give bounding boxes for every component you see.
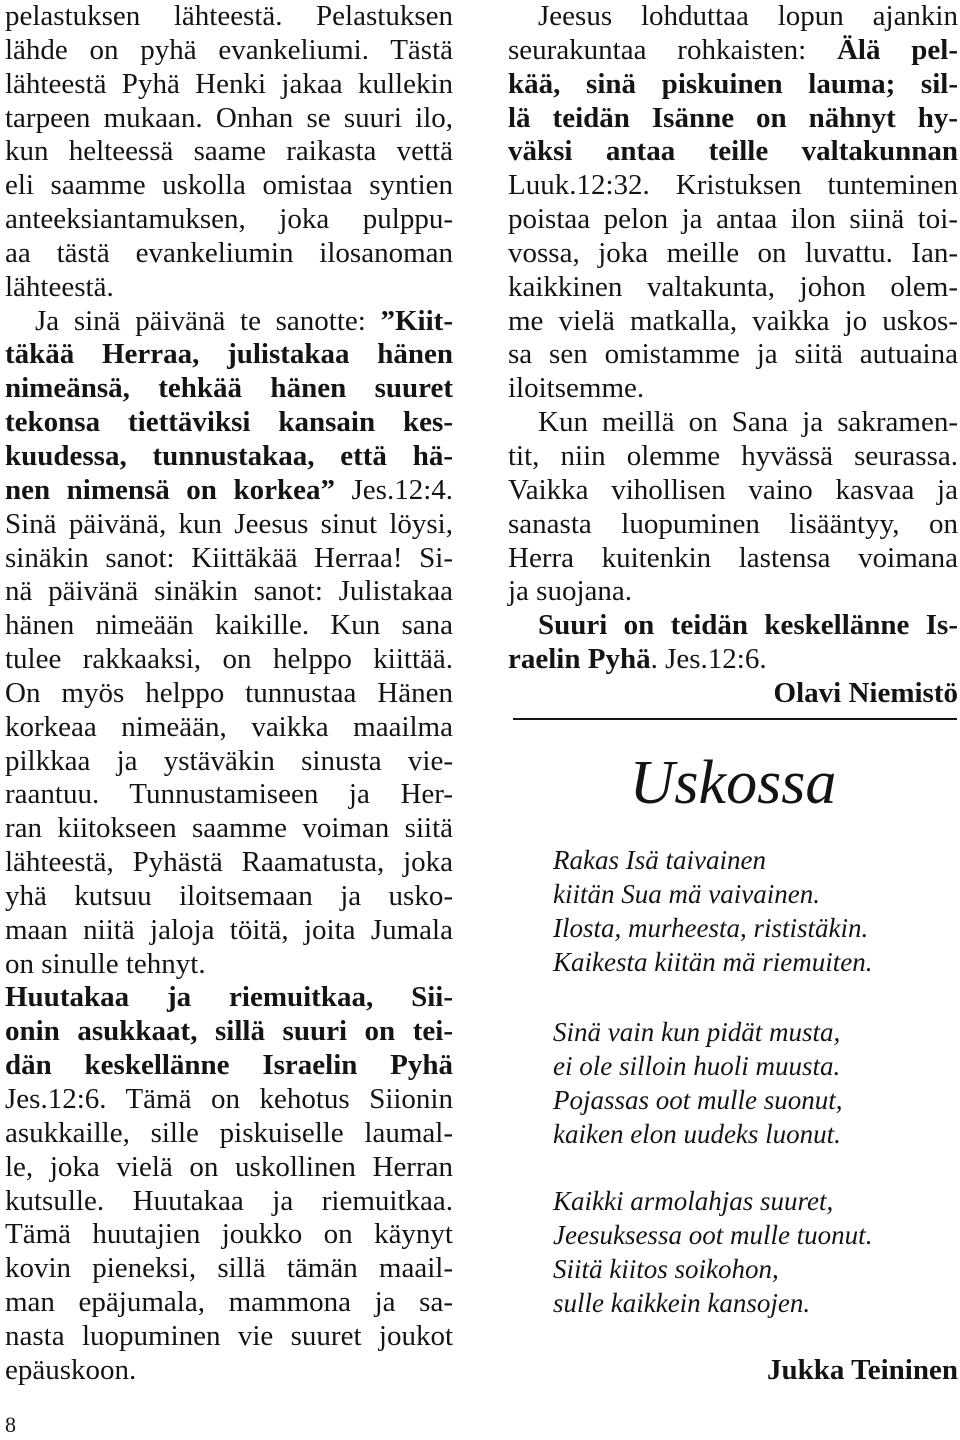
text-line: On myös helppo tunnustaa Hänen <box>5 676 453 709</box>
text-line: Jeesus lohduttaa lopun ajankin <box>538 0 958 32</box>
text-line: maan niitä jaloja töitä, joita Jumala <box>5 913 453 946</box>
bold-quote-run: kää, sinä piskuinen lauma; sil- <box>508 67 958 100</box>
bold-quote-run: Suuri on teidän keskellänne Is- <box>538 609 958 642</box>
article-author <box>508 677 958 711</box>
text-line: Sinä päivänä, kun Jeesus sinut löysi, <box>5 507 453 540</box>
text-line: tit, niin olemme hyvässä seurassa. <box>508 439 958 472</box>
text-line: Tämä huutajien joukko on käynyt <box>5 1218 453 1251</box>
bold-quote-line <box>508 102 958 136</box>
text-line: raantuu. Tunnustamiseen ja Her- <box>5 778 453 811</box>
text-line <box>5 474 453 508</box>
bold-quote-line <box>5 981 453 1015</box>
poem-line: sulle kaikkein kansojen. <box>553 1288 811 1318</box>
bold-quote-run: onin asukkaat, sillä suuri on tei- <box>5 1015 453 1048</box>
poem-title: Uskossa <box>629 749 837 817</box>
poem-line: Pojassas oot mulle suonut, <box>553 1085 843 1115</box>
poem-line: ei ole silloin huoli muusta. <box>553 1051 841 1081</box>
poem-line: Sinä vain kun pidät musta, <box>553 1017 841 1047</box>
text-line: lähteestä, Pyhästä Raamatusta, joka <box>5 846 453 879</box>
text-line: iloitsemme. <box>508 372 645 405</box>
text-line: anteeksiantamuksen, joka pulppu- <box>5 203 453 236</box>
text-line: Luuk.12:32. Kristuksen tunteminen <box>508 169 958 202</box>
text-line: Kun meillä on Sana ja sakramen- <box>538 406 958 439</box>
text-line: lähteestä. <box>5 270 114 303</box>
bold-quote-run: täkää Herraa, julistakaa hänen <box>5 338 453 371</box>
bold-quote-line <box>5 372 453 406</box>
text-run: Ja sinä päivänä te sanotte: <box>35 304 381 337</box>
bold-quote-line <box>5 1049 453 1083</box>
poem-line: kiitän Sua mä vaivainen. <box>553 879 820 909</box>
text-line: Vaikka vihollisen vaino kasvaa ja <box>508 473 958 506</box>
bold-quote-run: nimeänsä, tehkää hänen suuret <box>5 372 453 405</box>
bold-quote-run: ”Kiit- <box>380 304 453 337</box>
text-line: kovin pieneksi, sillä tämän maail- <box>5 1252 453 1285</box>
left-column <box>5 0 453 1388</box>
poem-line: Rakas Isä taivainen <box>553 845 766 875</box>
text-line: Jes.12:6. Tämä on kehotus Siionin <box>5 1083 453 1115</box>
text-line: korkeaa nimeään, vaikka maailma <box>5 710 453 743</box>
text-line: tarpeen mukaan. Onhan se suuri ilo, <box>5 101 453 134</box>
bold-quote-run: nen nimensä on korkea” <box>5 473 335 506</box>
text-line: man epäjumala, mammona ja sa- <box>5 1286 453 1319</box>
text-line: lähteestä Pyhä Henki jakaa kullekin <box>5 67 453 100</box>
bold-quote-line <box>508 135 958 169</box>
bold-quote-run: kuudessa, tunnustakaa, että hä- <box>5 439 453 472</box>
author-name: Olavi Niemistö <box>773 676 958 709</box>
text-line: kaikkinen valtakunta, johon olem- <box>508 270 958 303</box>
bold-quote-run: väksi antaa teille valtakunnan <box>508 135 958 168</box>
text-line: hänen nimeään kaikille. Kun sana <box>5 609 453 642</box>
text-line: Herra kuitenkin lastensa voimana <box>508 541 958 574</box>
text-line: sinäkin sanot: Kiittäkää Herraa! Si- <box>5 541 453 574</box>
bold-quote-line <box>5 440 453 474</box>
text-line: kun helteessä saame raikasta vettä <box>5 135 453 168</box>
text-line: pelastuksen lähteestä. Pelastuksen <box>5 0 453 32</box>
bold-quote-line <box>508 609 958 643</box>
poem-stanza <box>553 843 953 979</box>
bold-quote-run: Älä pel- <box>836 33 958 66</box>
text-line: sa sen omistamme ja siitä autuaina <box>508 338 958 371</box>
poem-stanza <box>553 1184 953 1320</box>
poem-stanza <box>553 1015 953 1151</box>
text-line: nasta luopuminen vie suuret joukot <box>5 1319 453 1352</box>
text-line: eli saamme uskolla omistaa syntien <box>5 169 453 202</box>
text-line: aa tästä evankeliumin ilosanoman <box>5 236 453 269</box>
poem-line: Jeesuksessa oot mulle tuonut. <box>553 1220 873 1250</box>
right-column <box>508 0 958 711</box>
text-line: ja suojana. <box>508 575 633 608</box>
poem-line: Kaikki armolahjas suuret, <box>553 1186 834 1216</box>
text-line: lähde on pyhä evankeliumi. Tästä <box>5 33 453 66</box>
text-line: epäuskoon. <box>5 1353 137 1386</box>
poem-line: Ilosta, murheesta, rististäkin. <box>553 913 869 943</box>
section-divider <box>513 718 957 720</box>
bold-quote-run: raelin Pyhä <box>508 643 651 676</box>
bold-quote-run: Huutakaa ja riemuitkaa, Sii- <box>5 981 453 1014</box>
text-line: vossa, joka meille on luvattu. Ian- <box>508 236 958 269</box>
bold-quote-run: tekonsa tiettäviksi kansain kes- <box>5 406 453 439</box>
bold-quote-line <box>5 406 453 440</box>
bold-quote-line <box>508 68 958 102</box>
text-line: asukkaille, sille piskuiselle laumal- <box>5 1116 453 1149</box>
text-line: on sinulle tehnyt. <box>5 947 206 980</box>
text-line: sanasta luopuminen lisääntyy, on <box>508 507 958 540</box>
text-line: poistaa pelon ja antaa ilon siinä toi- <box>508 203 958 236</box>
text-line: yhä kutsuu iloitsemaan ja usko- <box>5 879 453 912</box>
text-line: nä päivänä sinäkin sanot: Julistakaa <box>5 575 453 608</box>
bold-quote-run: dän keskellänne Israelin Pyhä <box>5 1049 453 1082</box>
bold-quote-run: lä teidän Isänne on nähnyt hy- <box>508 101 958 134</box>
text-line <box>5 305 453 339</box>
poem-line: kaiken elon uudeks luonut. <box>553 1119 841 1149</box>
text-line: kutsulle. Huutakaa ja riemuitkaa. <box>5 1184 453 1217</box>
text-line: me vielä matkalla, vaikka jo uskos- <box>508 304 958 337</box>
text-line <box>508 34 958 68</box>
text-line: ran kiitokseen saamme voiman siitä <box>5 812 453 845</box>
text-run: seurakuntaa rohkaisten: <box>508 33 837 66</box>
text-line <box>508 643 958 677</box>
page-number: 8 <box>5 1412 16 1437</box>
bold-quote-line <box>5 338 453 372</box>
poem-author: Jukka Teininen <box>766 1354 958 1386</box>
text-line: pilkkaa ja ystäväkin sinusta vie- <box>5 744 453 777</box>
poem-line: Siitä kiitos soikohon, <box>553 1254 779 1284</box>
bold-quote-line <box>5 1015 453 1049</box>
poem-line: Kaikesta kiitän mä riemuiten. <box>553 947 873 977</box>
text-line: tulee rakkaaksi, on helppo kiittää. <box>5 643 453 676</box>
scripture-reference: . Jes.12:6. <box>650 643 767 676</box>
scripture-reference: Jes.12:4. <box>334 473 453 506</box>
text-line: le, joka vielä on uskollinen Herran <box>5 1150 453 1183</box>
